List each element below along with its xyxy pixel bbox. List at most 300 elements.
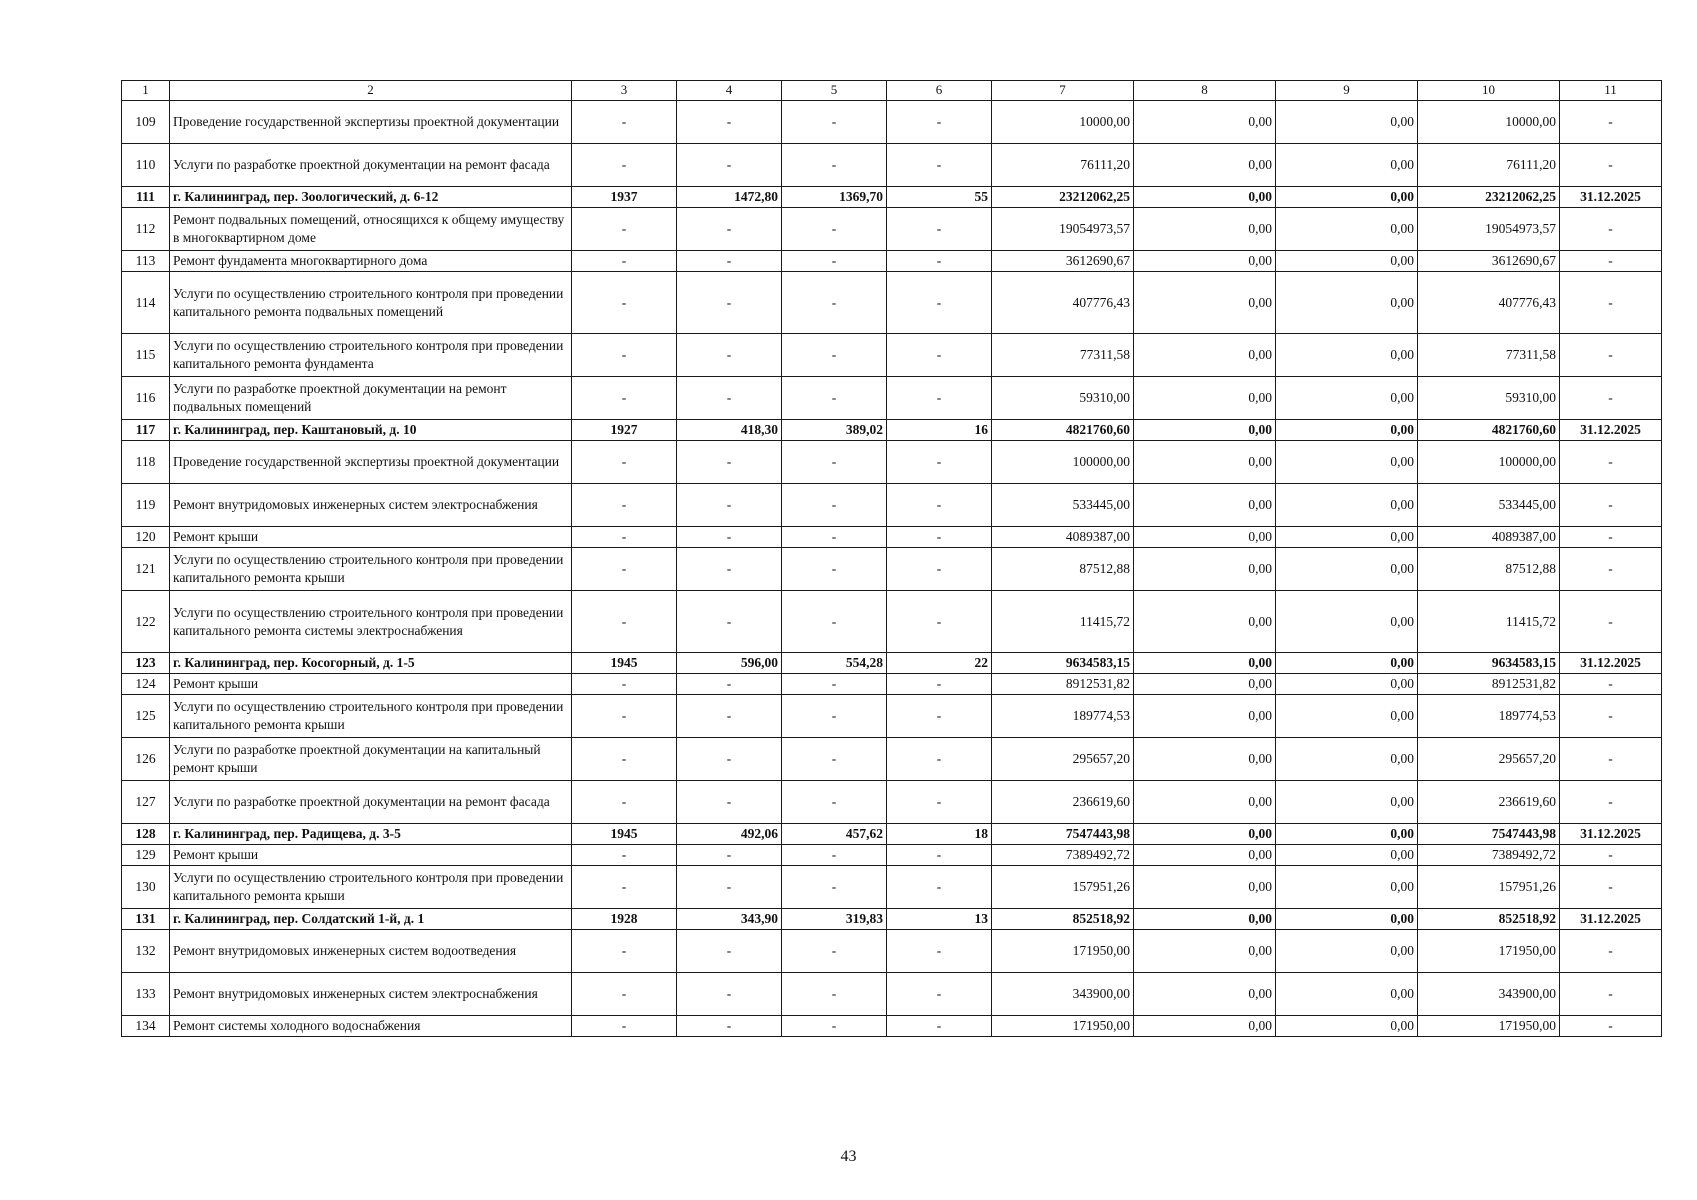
col6-cell: - bbox=[887, 930, 992, 973]
col10-cell: 4821760,60 bbox=[1418, 420, 1560, 441]
row-number-cell: 119 bbox=[122, 484, 170, 527]
table-row bbox=[122, 845, 1662, 866]
row-number-cell: 133 bbox=[122, 973, 170, 1016]
work-name-cell: Проведение государственной экспертизы проектной документации bbox=[170, 101, 572, 144]
col9-cell: 0,00 bbox=[1276, 930, 1418, 973]
col9-cell: 0,00 bbox=[1276, 695, 1418, 738]
col11-cell: 31.12.2025 bbox=[1560, 187, 1662, 208]
col9-cell: 0,00 bbox=[1276, 377, 1418, 420]
row-number-cell: 121 bbox=[122, 548, 170, 591]
col4-cell: 1472,80 bbox=[677, 187, 782, 208]
col5-cell: - bbox=[782, 334, 887, 377]
col4-cell: - bbox=[677, 272, 782, 334]
col4-cell: - bbox=[677, 101, 782, 144]
col10-cell: 343900,00 bbox=[1418, 973, 1560, 1016]
table-header-row bbox=[122, 81, 1662, 101]
work-name-cell: г. Калининград, пер. Солдатский 1-й, д. 1 bbox=[170, 909, 572, 930]
col7-cell: 852518,92 bbox=[992, 909, 1134, 930]
table-row bbox=[122, 781, 1662, 824]
col5-cell: - bbox=[782, 695, 887, 738]
col5-cell: - bbox=[782, 781, 887, 824]
row-number-cell: 123 bbox=[122, 653, 170, 674]
row-number-cell: 118 bbox=[122, 441, 170, 484]
col6-cell: - bbox=[887, 781, 992, 824]
col8-cell: 0,00 bbox=[1134, 1016, 1276, 1037]
col5-cell: 389,02 bbox=[782, 420, 887, 441]
col8-cell: 0,00 bbox=[1134, 866, 1276, 909]
col6-cell: 55 bbox=[887, 187, 992, 208]
col10-cell: 3612690,67 bbox=[1418, 251, 1560, 272]
col10-cell: 407776,43 bbox=[1418, 272, 1560, 334]
row-number-cell: 128 bbox=[122, 824, 170, 845]
col8-cell: 0,00 bbox=[1134, 909, 1276, 930]
col5-cell: - bbox=[782, 930, 887, 973]
col6-cell: - bbox=[887, 144, 992, 187]
row-number-cell: 125 bbox=[122, 695, 170, 738]
col7-cell: 100000,00 bbox=[992, 441, 1134, 484]
work-name-cell: Ремонт системы холодного водоснабжения bbox=[170, 1016, 572, 1037]
col11-cell: - bbox=[1560, 548, 1662, 591]
col10-cell: 236619,60 bbox=[1418, 781, 1560, 824]
col3-cell: - bbox=[572, 101, 677, 144]
col8-cell: 0,00 bbox=[1134, 334, 1276, 377]
col11-cell: - bbox=[1560, 484, 1662, 527]
col7-cell: 8912531,82 bbox=[992, 674, 1134, 695]
row-number-cell: 116 bbox=[122, 377, 170, 420]
address-row bbox=[122, 187, 1662, 208]
col6-cell: - bbox=[887, 591, 992, 653]
col8-cell: 0,00 bbox=[1134, 144, 1276, 187]
col11-cell: - bbox=[1560, 527, 1662, 548]
column-header: 10 bbox=[1418, 81, 1560, 101]
col3-cell: - bbox=[572, 930, 677, 973]
table-row bbox=[122, 973, 1662, 1016]
col11-cell: 31.12.2025 bbox=[1560, 824, 1662, 845]
col5-cell: - bbox=[782, 251, 887, 272]
work-name-cell: Ремонт крыши bbox=[170, 845, 572, 866]
address-row bbox=[122, 824, 1662, 845]
row-number-cell: 111 bbox=[122, 187, 170, 208]
col3-cell: - bbox=[572, 272, 677, 334]
column-header: 9 bbox=[1276, 81, 1418, 101]
col4-cell: - bbox=[677, 484, 782, 527]
col10-cell: 23212062,25 bbox=[1418, 187, 1560, 208]
row-number-cell: 126 bbox=[122, 738, 170, 781]
col8-cell: 0,00 bbox=[1134, 484, 1276, 527]
col6-cell: - bbox=[887, 548, 992, 591]
work-name-cell: Услуги по осуществлению строительного контроля при проведении капитального ремонта фундамента bbox=[170, 334, 572, 377]
col6-cell: - bbox=[887, 484, 992, 527]
col5-cell: 554,28 bbox=[782, 653, 887, 674]
col4-cell: - bbox=[677, 591, 782, 653]
col11-cell: - bbox=[1560, 973, 1662, 1016]
col6-cell: - bbox=[887, 738, 992, 781]
col8-cell: 0,00 bbox=[1134, 653, 1276, 674]
row-number-cell: 114 bbox=[122, 272, 170, 334]
work-name-cell: Проведение государственной экспертизы проектной документации bbox=[170, 441, 572, 484]
col4-cell: - bbox=[677, 144, 782, 187]
row-number-cell: 120 bbox=[122, 527, 170, 548]
col4-cell: - bbox=[677, 441, 782, 484]
col8-cell: 0,00 bbox=[1134, 272, 1276, 334]
col5-cell: - bbox=[782, 674, 887, 695]
col9-cell: 0,00 bbox=[1276, 845, 1418, 866]
work-name-cell: Услуги по осуществлению строительного контроля при проведении капитального ремонта крыши bbox=[170, 695, 572, 738]
work-name-cell: г. Калининград, пер. Радищева, д. 3-5 bbox=[170, 824, 572, 845]
col10-cell: 10000,00 bbox=[1418, 101, 1560, 144]
col3-cell: - bbox=[572, 334, 677, 377]
col6-cell: - bbox=[887, 334, 992, 377]
col11-cell: - bbox=[1560, 101, 1662, 144]
work-name-cell: Услуги по осуществлению строительного контроля при проведении капитального ремонта подвальных помещений bbox=[170, 272, 572, 334]
row-number-cell: 122 bbox=[122, 591, 170, 653]
col10-cell: 189774,53 bbox=[1418, 695, 1560, 738]
column-header: 7 bbox=[992, 81, 1134, 101]
col5-cell: - bbox=[782, 845, 887, 866]
column-header: 5 bbox=[782, 81, 887, 101]
col10-cell: 100000,00 bbox=[1418, 441, 1560, 484]
table-row bbox=[122, 527, 1662, 548]
row-number-cell: 132 bbox=[122, 930, 170, 973]
col8-cell: 0,00 bbox=[1134, 591, 1276, 653]
col9-cell: 0,00 bbox=[1276, 866, 1418, 909]
col7-cell: 157951,26 bbox=[992, 866, 1134, 909]
col4-cell: - bbox=[677, 674, 782, 695]
col5-cell: 319,83 bbox=[782, 909, 887, 930]
col5-cell: - bbox=[782, 484, 887, 527]
row-number-cell: 134 bbox=[122, 1016, 170, 1037]
col6-cell: - bbox=[887, 527, 992, 548]
col9-cell: 0,00 bbox=[1276, 653, 1418, 674]
table-row bbox=[122, 674, 1662, 695]
col4-cell: 492,06 bbox=[677, 824, 782, 845]
col5-cell: - bbox=[782, 208, 887, 251]
col11-cell: - bbox=[1560, 208, 1662, 251]
col8-cell: 0,00 bbox=[1134, 674, 1276, 695]
col9-cell: 0,00 bbox=[1276, 420, 1418, 441]
col4-cell: - bbox=[677, 930, 782, 973]
col5-cell: - bbox=[782, 101, 887, 144]
table-row bbox=[122, 548, 1662, 591]
col9-cell: 0,00 bbox=[1276, 781, 1418, 824]
table-row bbox=[122, 591, 1662, 653]
row-number-cell: 127 bbox=[122, 781, 170, 824]
work-name-cell: Ремонт фундамента многоквартирного дома bbox=[170, 251, 572, 272]
page-number: 43 bbox=[840, 1148, 857, 1165]
col9-cell: 0,00 bbox=[1276, 484, 1418, 527]
column-header: 1 bbox=[122, 81, 170, 101]
col3-cell: - bbox=[572, 527, 677, 548]
col3-cell: - bbox=[572, 591, 677, 653]
col3-cell: - bbox=[572, 845, 677, 866]
work-name-cell: Ремонт внутридомовых инженерных систем электроснабжения bbox=[170, 484, 572, 527]
col9-cell: 0,00 bbox=[1276, 824, 1418, 845]
table-row bbox=[122, 144, 1662, 187]
col9-cell: 0,00 bbox=[1276, 251, 1418, 272]
column-header: 2 bbox=[170, 81, 572, 101]
col8-cell: 0,00 bbox=[1134, 930, 1276, 973]
row-number-cell: 112 bbox=[122, 208, 170, 251]
col7-cell: 77311,58 bbox=[992, 334, 1134, 377]
col10-cell: 295657,20 bbox=[1418, 738, 1560, 781]
table-row bbox=[122, 208, 1662, 251]
row-number-cell: 109 bbox=[122, 101, 170, 144]
col9-cell: 0,00 bbox=[1276, 1016, 1418, 1037]
col7-cell: 171950,00 bbox=[992, 1016, 1134, 1037]
col10-cell: 19054973,57 bbox=[1418, 208, 1560, 251]
col11-cell: - bbox=[1560, 334, 1662, 377]
col7-cell: 533445,00 bbox=[992, 484, 1134, 527]
column-header: 11 bbox=[1560, 81, 1662, 101]
col5-cell: 457,62 bbox=[782, 824, 887, 845]
col7-cell: 19054973,57 bbox=[992, 208, 1134, 251]
col8-cell: 0,00 bbox=[1134, 548, 1276, 591]
col6-cell: - bbox=[887, 674, 992, 695]
col7-cell: 59310,00 bbox=[992, 377, 1134, 420]
col10-cell: 852518,92 bbox=[1418, 909, 1560, 930]
col5-cell: - bbox=[782, 548, 887, 591]
col7-cell: 407776,43 bbox=[992, 272, 1134, 334]
col10-cell: 157951,26 bbox=[1418, 866, 1560, 909]
col9-cell: 0,00 bbox=[1276, 334, 1418, 377]
col5-cell: 1369,70 bbox=[782, 187, 887, 208]
col6-cell: - bbox=[887, 377, 992, 420]
col5-cell: - bbox=[782, 866, 887, 909]
col8-cell: 0,00 bbox=[1134, 781, 1276, 824]
col7-cell: 7547443,98 bbox=[992, 824, 1134, 845]
col7-cell: 236619,60 bbox=[992, 781, 1134, 824]
work-name-cell: Услуги по разработке проектной документации на ремонт подвальных помещений bbox=[170, 377, 572, 420]
col6-cell: - bbox=[887, 845, 992, 866]
col6-cell: 22 bbox=[887, 653, 992, 674]
col4-cell: - bbox=[677, 527, 782, 548]
col5-cell: - bbox=[782, 591, 887, 653]
table-row bbox=[122, 251, 1662, 272]
col5-cell: - bbox=[782, 973, 887, 1016]
col11-cell: - bbox=[1560, 272, 1662, 334]
col8-cell: 0,00 bbox=[1134, 377, 1276, 420]
col9-cell: 0,00 bbox=[1276, 272, 1418, 334]
col3-cell: - bbox=[572, 738, 677, 781]
col7-cell: 76111,20 bbox=[992, 144, 1134, 187]
col8-cell: 0,00 bbox=[1134, 527, 1276, 548]
col6-cell: - bbox=[887, 272, 992, 334]
column-header: 4 bbox=[677, 81, 782, 101]
col6-cell: - bbox=[887, 695, 992, 738]
col11-cell: - bbox=[1560, 781, 1662, 824]
col3-cell: 1945 bbox=[572, 824, 677, 845]
table-row bbox=[122, 377, 1662, 420]
address-row bbox=[122, 420, 1662, 441]
col11-cell: - bbox=[1560, 866, 1662, 909]
col6-cell: - bbox=[887, 866, 992, 909]
table-row bbox=[122, 101, 1662, 144]
work-name-cell: Ремонт подвальных помещений, относящихся к общему имуществу в многоквартирном доме bbox=[170, 208, 572, 251]
table-row bbox=[122, 695, 1662, 738]
col3-cell: - bbox=[572, 251, 677, 272]
col11-cell: - bbox=[1560, 441, 1662, 484]
work-name-cell: Ремонт крыши bbox=[170, 674, 572, 695]
col3-cell: - bbox=[572, 548, 677, 591]
col8-cell: 0,00 bbox=[1134, 420, 1276, 441]
col9-cell: 0,00 bbox=[1276, 441, 1418, 484]
col6-cell: 18 bbox=[887, 824, 992, 845]
work-name-cell: Услуги по разработке проектной документации на ремонт фасада bbox=[170, 781, 572, 824]
col8-cell: 0,00 bbox=[1134, 738, 1276, 781]
col4-cell: 343,90 bbox=[677, 909, 782, 930]
col11-cell: - bbox=[1560, 1016, 1662, 1037]
col3-cell: - bbox=[572, 1016, 677, 1037]
col10-cell: 77311,58 bbox=[1418, 334, 1560, 377]
col8-cell: 0,00 bbox=[1134, 187, 1276, 208]
col4-cell: - bbox=[677, 1016, 782, 1037]
col9-cell: 0,00 bbox=[1276, 101, 1418, 144]
work-name-cell: Ремонт внутридомовых инженерных систем электроснабжения bbox=[170, 973, 572, 1016]
col3-cell: 1937 bbox=[572, 187, 677, 208]
col4-cell: - bbox=[677, 548, 782, 591]
col6-cell: - bbox=[887, 973, 992, 1016]
col3-cell: - bbox=[572, 377, 677, 420]
col11-cell: - bbox=[1560, 377, 1662, 420]
row-number-cell: 117 bbox=[122, 420, 170, 441]
col11-cell: - bbox=[1560, 251, 1662, 272]
row-number-cell: 131 bbox=[122, 909, 170, 930]
col7-cell: 295657,20 bbox=[992, 738, 1134, 781]
col11-cell: - bbox=[1560, 591, 1662, 653]
col3-cell: - bbox=[572, 484, 677, 527]
work-name-cell: Ремонт крыши bbox=[170, 527, 572, 548]
col3-cell: - bbox=[572, 866, 677, 909]
work-name-cell: Услуги по разработке проектной документации на капитальный ремонт крыши bbox=[170, 738, 572, 781]
table-row bbox=[122, 334, 1662, 377]
col6-cell: - bbox=[887, 208, 992, 251]
col4-cell: - bbox=[677, 334, 782, 377]
col10-cell: 7389492,72 bbox=[1418, 845, 1560, 866]
row-number-cell: 130 bbox=[122, 866, 170, 909]
col3-cell: - bbox=[572, 674, 677, 695]
col10-cell: 533445,00 bbox=[1418, 484, 1560, 527]
table-row bbox=[122, 866, 1662, 909]
col4-cell: - bbox=[677, 738, 782, 781]
col5-cell: - bbox=[782, 377, 887, 420]
col5-cell: - bbox=[782, 272, 887, 334]
address-row bbox=[122, 909, 1662, 930]
col11-cell: 31.12.2025 bbox=[1560, 653, 1662, 674]
col8-cell: 0,00 bbox=[1134, 208, 1276, 251]
col4-cell: 418,30 bbox=[677, 420, 782, 441]
col3-cell: - bbox=[572, 695, 677, 738]
col8-cell: 0,00 bbox=[1134, 824, 1276, 845]
column-header: 3 bbox=[572, 81, 677, 101]
col6-cell: - bbox=[887, 1016, 992, 1037]
table-row bbox=[122, 484, 1662, 527]
col9-cell: 0,00 bbox=[1276, 548, 1418, 591]
col7-cell: 87512,88 bbox=[992, 548, 1134, 591]
col11-cell: - bbox=[1560, 845, 1662, 866]
col4-cell: 596,00 bbox=[677, 653, 782, 674]
row-number-cell: 115 bbox=[122, 334, 170, 377]
col7-cell: 189774,53 bbox=[992, 695, 1134, 738]
col8-cell: 0,00 bbox=[1134, 695, 1276, 738]
col6-cell: - bbox=[887, 251, 992, 272]
row-number-cell: 113 bbox=[122, 251, 170, 272]
col11-cell: - bbox=[1560, 695, 1662, 738]
col10-cell: 4089387,00 bbox=[1418, 527, 1560, 548]
col5-cell: - bbox=[782, 527, 887, 548]
col7-cell: 7389492,72 bbox=[992, 845, 1134, 866]
col4-cell: - bbox=[677, 251, 782, 272]
col11-cell: - bbox=[1560, 930, 1662, 973]
col3-cell: - bbox=[572, 973, 677, 1016]
col3-cell: 1945 bbox=[572, 653, 677, 674]
col4-cell: - bbox=[677, 781, 782, 824]
col5-cell: - bbox=[782, 144, 887, 187]
col5-cell: - bbox=[782, 738, 887, 781]
col10-cell: 171950,00 bbox=[1418, 930, 1560, 973]
col7-cell: 23212062,25 bbox=[992, 187, 1134, 208]
address-row bbox=[122, 653, 1662, 674]
col11-cell: 31.12.2025 bbox=[1560, 909, 1662, 930]
work-name-cell: Услуги по осуществлению строительного контроля при проведении капитального ремонта системы электроснабжения bbox=[170, 591, 572, 653]
work-name-cell: Ремонт внутридомовых инженерных систем водоотведения bbox=[170, 930, 572, 973]
col3-cell: 1927 bbox=[572, 420, 677, 441]
work-name-cell: г. Калининград, пер. Косогорный, д. 1-5 bbox=[170, 653, 572, 674]
col8-cell: 0,00 bbox=[1134, 973, 1276, 1016]
table-row bbox=[122, 930, 1662, 973]
work-name-cell: г. Калининград, пер. Зоологический, д. 6-12 bbox=[170, 187, 572, 208]
col8-cell: 0,00 bbox=[1134, 845, 1276, 866]
col5-cell: - bbox=[782, 441, 887, 484]
col6-cell: 13 bbox=[887, 909, 992, 930]
col4-cell: - bbox=[677, 845, 782, 866]
col11-cell: - bbox=[1560, 144, 1662, 187]
col3-cell: - bbox=[572, 144, 677, 187]
col4-cell: - bbox=[677, 695, 782, 738]
column-header: 8 bbox=[1134, 81, 1276, 101]
col7-cell: 3612690,67 bbox=[992, 251, 1134, 272]
col10-cell: 171950,00 bbox=[1418, 1016, 1560, 1037]
table-row bbox=[122, 738, 1662, 781]
col11-cell: 31.12.2025 bbox=[1560, 420, 1662, 441]
row-number-cell: 124 bbox=[122, 674, 170, 695]
col7-cell: 4821760,60 bbox=[992, 420, 1134, 441]
table-row bbox=[122, 1016, 1662, 1037]
col7-cell: 9634583,15 bbox=[992, 653, 1134, 674]
col9-cell: 0,00 bbox=[1276, 527, 1418, 548]
col8-cell: 0,00 bbox=[1134, 251, 1276, 272]
col4-cell: - bbox=[677, 208, 782, 251]
col11-cell: - bbox=[1560, 674, 1662, 695]
col9-cell: 0,00 bbox=[1276, 144, 1418, 187]
col8-cell: 0,00 bbox=[1134, 101, 1276, 144]
col4-cell: - bbox=[677, 973, 782, 1016]
col10-cell: 87512,88 bbox=[1418, 548, 1560, 591]
col6-cell: - bbox=[887, 101, 992, 144]
col10-cell: 8912531,82 bbox=[1418, 674, 1560, 695]
col3-cell: 1928 bbox=[572, 909, 677, 930]
col7-cell: 4089387,00 bbox=[992, 527, 1134, 548]
work-name-cell: Услуги по осуществлению строительного контроля при проведении капитального ремонта крыши bbox=[170, 548, 572, 591]
col9-cell: 0,00 bbox=[1276, 973, 1418, 1016]
col4-cell: - bbox=[677, 377, 782, 420]
table-row bbox=[122, 272, 1662, 334]
col10-cell: 7547443,98 bbox=[1418, 824, 1560, 845]
col10-cell: 59310,00 bbox=[1418, 377, 1560, 420]
col5-cell: - bbox=[782, 1016, 887, 1037]
col10-cell: 76111,20 bbox=[1418, 144, 1560, 187]
works-table bbox=[121, 80, 1662, 1037]
col9-cell: 0,00 bbox=[1276, 187, 1418, 208]
